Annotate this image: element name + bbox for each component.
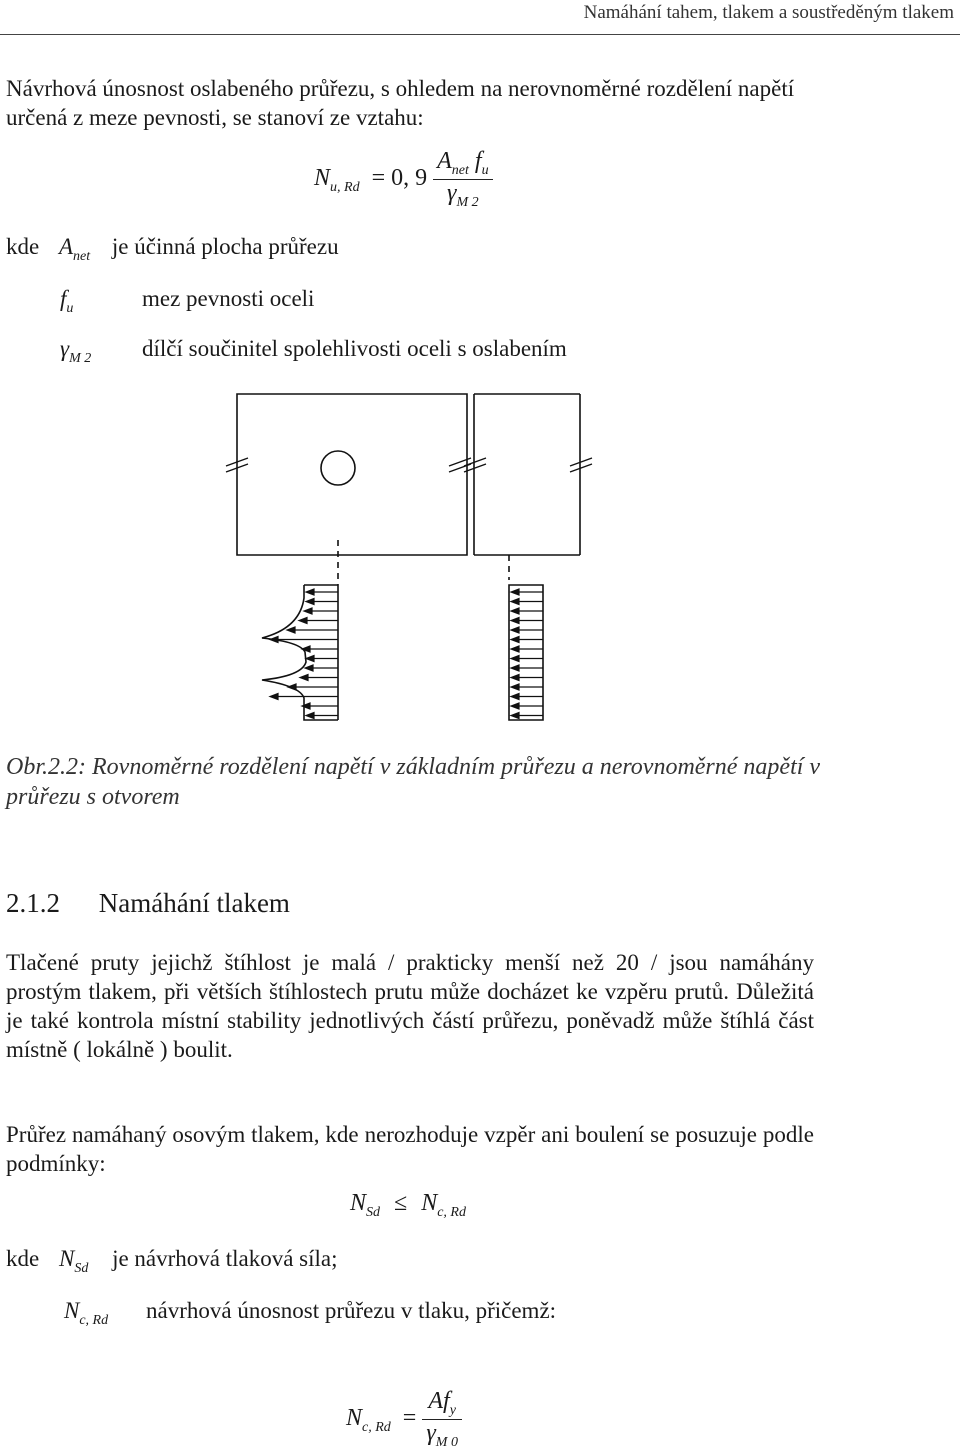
formula1-num: A xyxy=(437,148,452,174)
stress-arrow-right-head xyxy=(511,656,519,662)
stress-arrow-left-head xyxy=(306,713,314,719)
stress-arrow-right-head xyxy=(511,684,519,690)
def-text: je účinná plocha průřezu xyxy=(111,234,339,259)
def-row-nsd xyxy=(6,1244,338,1283)
formula1-lhs: N xyxy=(314,165,331,192)
stress-arrow-left-head xyxy=(300,675,308,681)
def-symbol-sub: Sd xyxy=(74,1261,89,1276)
stress-arrow-right-head xyxy=(511,703,519,709)
formula1-den: γ xyxy=(447,180,457,206)
formula2-rhs: N xyxy=(421,1190,438,1216)
formula1-eq: = 0, 9 xyxy=(371,165,428,192)
formula1-den-sub: M 2 xyxy=(456,195,479,210)
stress-arrow-left-head xyxy=(304,608,312,614)
def-symbol-sub: u xyxy=(66,301,74,316)
stress-arrow-left-head xyxy=(288,684,296,690)
formula3-lhs: N xyxy=(346,1405,363,1432)
stress-arrow-right-head xyxy=(511,646,519,652)
def-symbol-sub: M 2 xyxy=(69,351,92,366)
formula-condition xyxy=(350,1190,466,1221)
formula1-num2: f xyxy=(468,148,482,174)
break-marks xyxy=(226,458,592,472)
stress-arrow-right-head xyxy=(511,665,519,671)
def-symbol-sub: c, Rd xyxy=(79,1313,109,1328)
kde-label: kde xyxy=(6,234,40,259)
def-row-fu xyxy=(60,284,73,323)
uniform-stress-diagram xyxy=(509,585,543,720)
def-row-gamma xyxy=(60,334,91,373)
paragraph-condition: Průřez namáhaný osovým tlakem, kde nerozhoduje vzpěr ani boulení se posuzuje podle podmínky: xyxy=(6,1122,814,1176)
stress-arrow-right-head xyxy=(511,713,519,719)
paragraph-compression: Tlačené pruty jejichž štíhlost je malá / prakticky menší než 20 / jsou namáhány prostým tlakem, při větších štíhlostech prutu může docházet ke vzpěru prutů. Důležitá je také kontrola místní stability jednotlivých částí průřezu, poněvadž může štíhlá část místně ( lokálně ) boulit. xyxy=(6,950,814,1062)
stress-arrow-right-head xyxy=(511,627,519,633)
stress-arrow-left-head xyxy=(270,694,278,700)
def-symbol-sub: net xyxy=(73,249,91,264)
def-symbol: A xyxy=(58,234,74,259)
formula2-lhs-sub: Sd xyxy=(366,1205,381,1220)
stress-distribution-figure xyxy=(0,380,960,730)
def-text-fu: mez pevnosti oceli xyxy=(142,286,315,311)
nonuniform-stress-diagram xyxy=(262,585,338,720)
stress-arrow-left-head xyxy=(302,646,310,652)
def-row-anet xyxy=(6,232,339,271)
def-symbol: N xyxy=(64,1298,80,1323)
formula3-fraction xyxy=(422,1388,462,1451)
formula2-lhs: N xyxy=(350,1190,367,1216)
def-symbol: γ xyxy=(60,336,70,361)
plate-with-hole xyxy=(237,394,467,555)
formula3-num: Af xyxy=(428,1388,450,1414)
formula1-lhs-sub: u, Rd xyxy=(330,180,360,196)
stress-arrow-right-head xyxy=(511,694,519,700)
def-text-ncrd: návrhová únosnost průřezu v tlaku, přičemž: xyxy=(146,1298,557,1323)
bolt-hole xyxy=(321,451,355,485)
formula-nu-rd xyxy=(314,148,493,211)
kde-label: kde xyxy=(6,1246,40,1271)
formula3-den-sub: M 0 xyxy=(435,1435,458,1450)
intro-paragraph: Návrhová únosnost oslabeného průřezu, s ohledem na nerovnoměrné rozdělení napětí určená z meze pevnosti, se stanoví ze vztahu: xyxy=(6,76,795,130)
stress-arrow-left-head xyxy=(306,656,314,662)
stress-arrow-left-head xyxy=(306,589,314,595)
formula3-den: γ xyxy=(426,1420,436,1446)
stress-arrow-left-head xyxy=(270,637,278,643)
stress-arrow-right-head xyxy=(511,608,519,614)
formula3-num-sub: y xyxy=(449,1403,456,1418)
stress-arrow-right-head xyxy=(511,599,519,605)
formula-nc-rd xyxy=(346,1388,462,1451)
running-header: Namáhání tahem, tlakem a soustředěným tlakem xyxy=(583,2,954,23)
stress-arrow-left-head xyxy=(306,599,314,605)
stress-arrow-left-head xyxy=(287,627,295,633)
stress-arrow-right-head xyxy=(511,675,519,681)
def-text-gamma: dílčí součinitel spolehlivosti oceli s oslabením xyxy=(142,336,567,361)
formula2-rhs-sub: c, Rd xyxy=(437,1205,466,1220)
formula1-num2-sub: u xyxy=(481,163,489,178)
formula3-eq: = xyxy=(402,1405,417,1432)
formula1-fraction xyxy=(433,148,492,211)
def-row-ncrd xyxy=(64,1296,108,1335)
stress-arrow-right-head xyxy=(511,637,519,643)
stress-arrow-right-head xyxy=(511,589,519,595)
stress-arrow-right-head xyxy=(511,618,519,624)
section-heading xyxy=(6,888,290,919)
def-symbol: f xyxy=(60,286,67,311)
formula2-op: ≤ xyxy=(394,1190,408,1216)
def-symbol: N xyxy=(58,1246,75,1271)
formula1-num-sub: net xyxy=(451,163,469,178)
formula3-lhs-sub: c, Rd xyxy=(362,1420,391,1436)
stress-arrow-left-head xyxy=(299,618,307,624)
def-text: je návrhová tlaková síla; xyxy=(112,1246,338,1271)
header-divider xyxy=(0,34,960,35)
section-number: 2.1.2 xyxy=(6,888,60,918)
figure-caption: Obr.2.2: Rovnoměrné rozdělení napětí v základním průřezu a nerovnoměrné napětí v průřezu s otvorem xyxy=(6,754,821,810)
stress-arrow-left-head xyxy=(305,665,313,671)
section-title: Namáhání tlakem xyxy=(98,888,290,918)
